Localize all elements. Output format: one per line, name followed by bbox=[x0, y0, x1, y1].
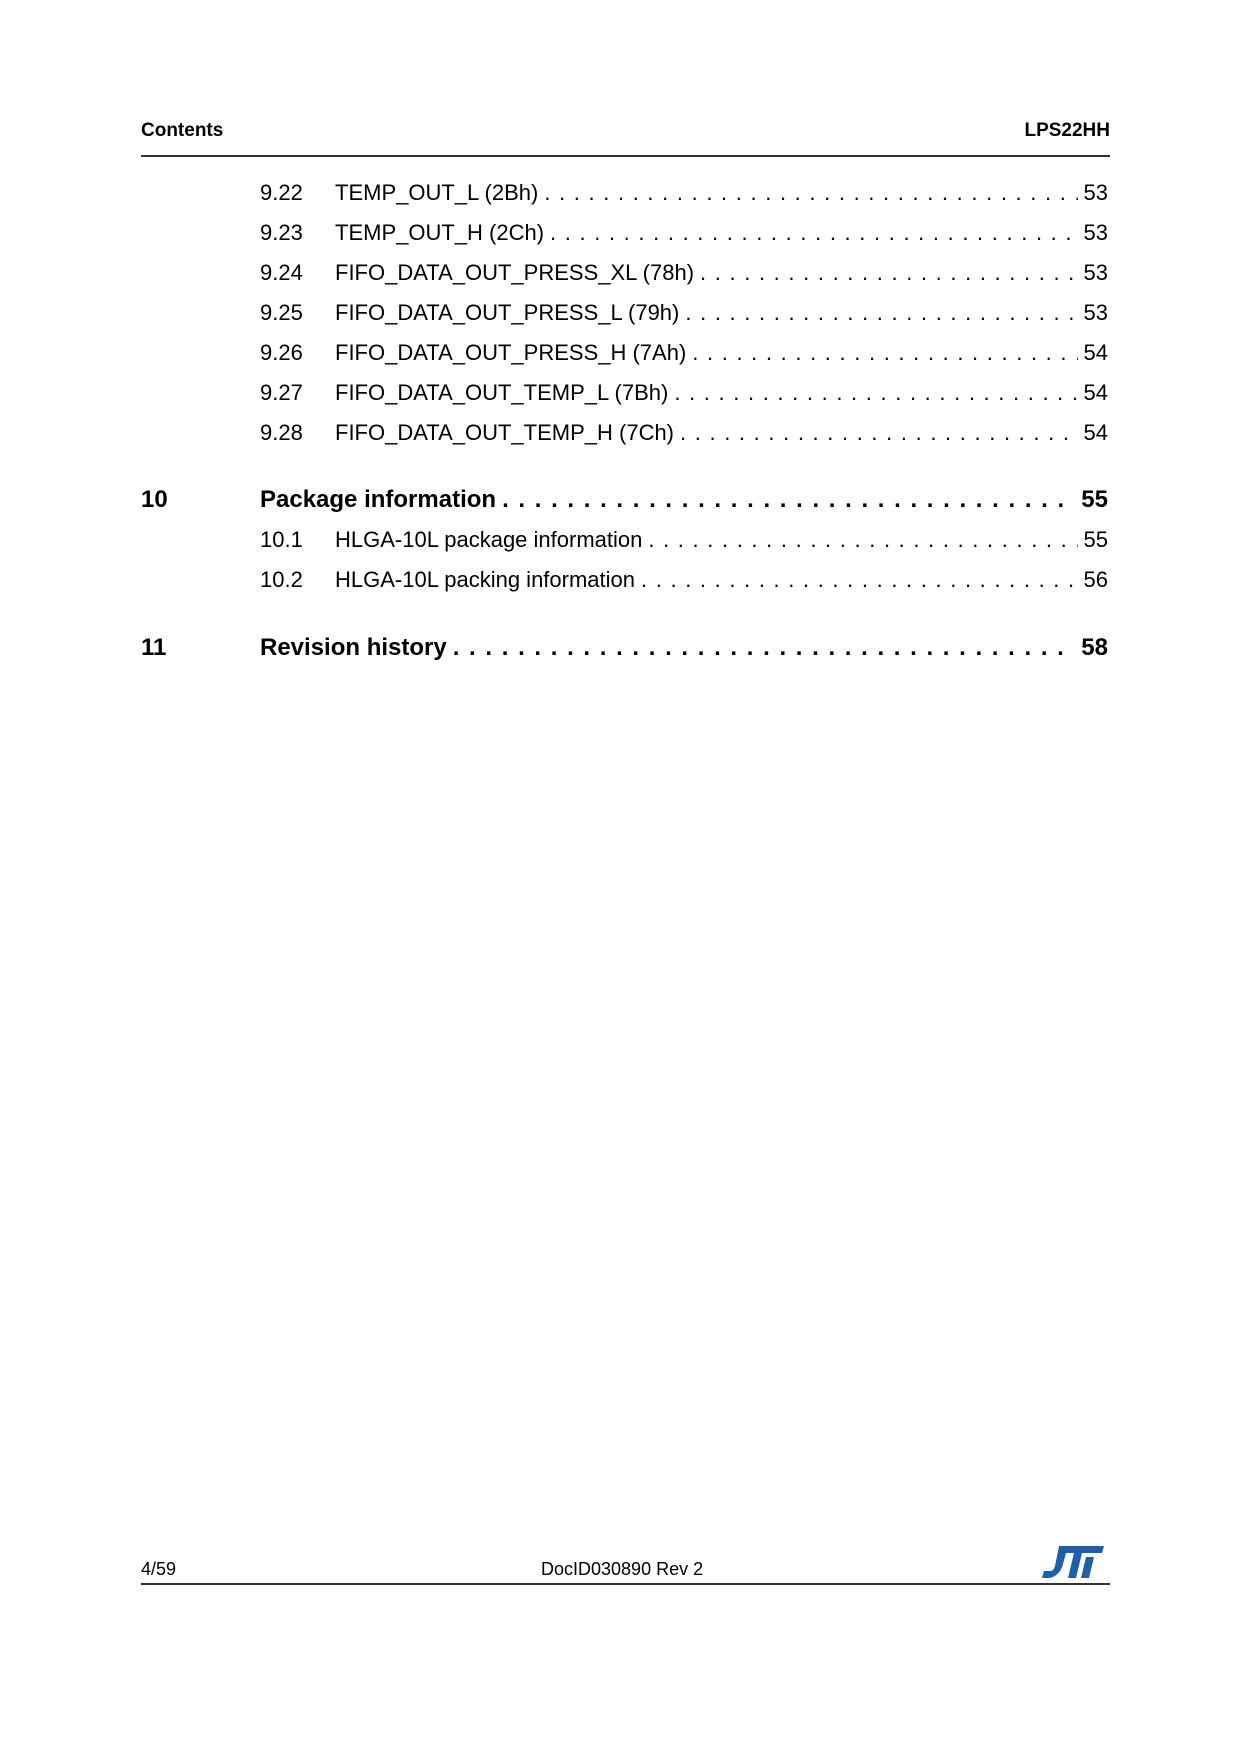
footer-page-number: 4/59 bbox=[141, 1559, 177, 1579]
toc-entry-page[interactable]: 56 bbox=[1083, 567, 1108, 592]
page-header bbox=[141, 120, 1110, 142]
toc-entry-page[interactable]: 55 bbox=[1081, 486, 1108, 513]
toc-entry-number: 10 bbox=[141, 486, 168, 513]
toc-leader-dots bbox=[680, 420, 1078, 446]
toc-entry-title[interactable]: Revision history bbox=[260, 634, 447, 661]
toc-leader-dots bbox=[641, 567, 1078, 593]
toc-entry-number: 9.26 bbox=[260, 340, 303, 365]
toc-leader-dots bbox=[674, 380, 1077, 406]
toc-entry-title[interactable]: HLGA-10L packing information bbox=[335, 567, 636, 592]
toc-entry[interactable] bbox=[141, 567, 1108, 593]
header-divider bbox=[141, 155, 1110, 157]
toc-entry[interactable] bbox=[141, 420, 1108, 446]
toc-entry-number: 9.22 bbox=[260, 180, 303, 205]
toc-entry-page[interactable]: 53 bbox=[1083, 260, 1108, 285]
toc-entry-title[interactable]: FIFO_DATA_OUT_TEMP_H (7Ch) bbox=[335, 420, 675, 445]
toc-entry-title[interactable]: HLGA-10L package information bbox=[335, 527, 643, 552]
toc-entry-title[interactable]: FIFO_DATA_OUT_PRESS_L (79h) bbox=[335, 300, 680, 325]
toc-entry-page[interactable]: 58 bbox=[1081, 634, 1108, 661]
toc-entry-title[interactable]: TEMP_OUT_L (2Bh) bbox=[335, 180, 539, 205]
header-product: LPS22HH bbox=[1024, 120, 1110, 141]
toc-entry[interactable] bbox=[141, 380, 1108, 406]
toc-entry-title[interactable]: FIFO_DATA_OUT_PRESS_XL (78h) bbox=[335, 260, 695, 285]
toc-leader-dots bbox=[700, 260, 1077, 286]
header-section: Contents bbox=[141, 120, 224, 141]
toc-entry-number: 10.2 bbox=[260, 567, 303, 592]
toc-entry-page[interactable]: 53 bbox=[1083, 180, 1108, 205]
toc-entry[interactable] bbox=[141, 180, 1108, 206]
toc-entry-number: 9.24 bbox=[260, 260, 303, 285]
toc-entry[interactable] bbox=[141, 220, 1108, 246]
toc-entry-number: 10.1 bbox=[260, 527, 303, 552]
footer-doc-id: DocID030890 Rev 2 bbox=[541, 1559, 704, 1579]
toc-leader-dots bbox=[550, 220, 1077, 246]
toc-entry[interactable] bbox=[141, 340, 1108, 366]
toc-entry-title[interactable]: TEMP_OUT_H (2Ch) bbox=[335, 220, 545, 245]
toc-entry-number: 9.25 bbox=[260, 300, 303, 325]
toc-entry-number: 9.23 bbox=[260, 220, 303, 245]
toc-leader-dots bbox=[453, 634, 1076, 662]
toc-leader-dots bbox=[692, 340, 1077, 366]
toc-entry-title[interactable]: FIFO_DATA_OUT_PRESS_H (7Ah) bbox=[335, 340, 687, 365]
st-logo-icon bbox=[1042, 1544, 1106, 1580]
toc-leader-dots bbox=[685, 300, 1077, 326]
footer-divider bbox=[141, 1583, 1110, 1585]
toc-entry-title[interactable]: FIFO_DATA_OUT_TEMP_L (7Bh) bbox=[335, 380, 669, 405]
toc-leader-dots bbox=[502, 486, 1075, 514]
toc-entry-page[interactable]: 53 bbox=[1083, 300, 1108, 325]
toc-entry-page[interactable]: 53 bbox=[1083, 220, 1108, 245]
toc-entry[interactable] bbox=[141, 527, 1108, 553]
toc-entry-page[interactable]: 55 bbox=[1083, 527, 1108, 552]
toc-entry-number: 11 bbox=[141, 634, 167, 661]
toc-leader-dots bbox=[544, 180, 1077, 206]
toc-entry-page[interactable]: 54 bbox=[1083, 420, 1108, 445]
toc-entry[interactable] bbox=[141, 300, 1108, 326]
toc-entry-page[interactable]: 54 bbox=[1083, 340, 1108, 365]
toc-entry-number: 9.27 bbox=[260, 380, 303, 405]
toc-entry[interactable] bbox=[141, 634, 1108, 662]
toc-entry-title[interactable]: Package information bbox=[260, 486, 497, 513]
toc-entry-number: 9.28 bbox=[260, 420, 303, 445]
toc-entry[interactable] bbox=[141, 486, 1108, 514]
toc-entry-page[interactable]: 54 bbox=[1083, 380, 1108, 405]
toc-leader-dots bbox=[648, 527, 1077, 553]
toc-entry[interactable] bbox=[141, 260, 1108, 286]
